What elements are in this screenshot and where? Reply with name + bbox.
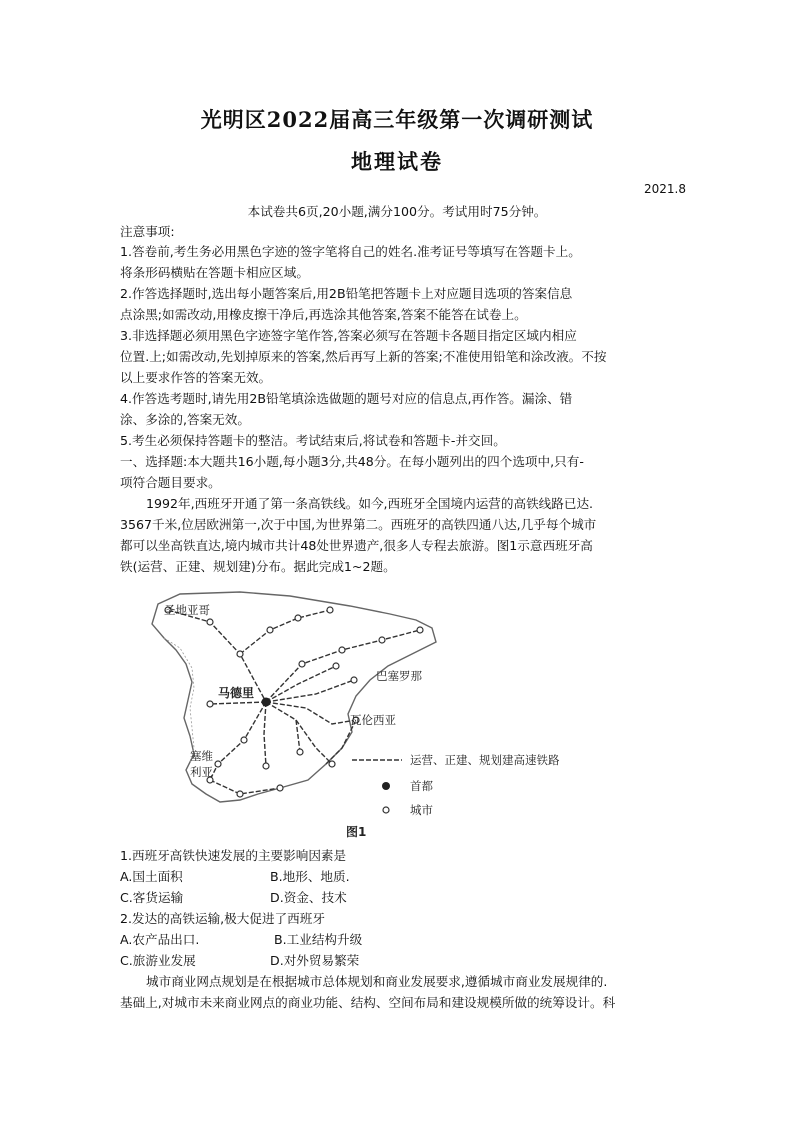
- spain-railway-map: [120, 584, 600, 840]
- q1-option-c: C.客货运输: [120, 890, 184, 905]
- city-marker: [417, 627, 423, 633]
- passage-line: 1992年,西班牙开通了第一条高铁线。如今,西班牙全国境内运营的高铁线路已达.: [146, 496, 594, 511]
- city-marker: [379, 637, 385, 643]
- portugal-border: [164, 638, 194, 764]
- city-marker: [241, 737, 247, 743]
- legend-capital-label: 首都: [410, 779, 433, 793]
- legend-city-label: 城市: [410, 803, 433, 817]
- q1-option-a: A.国土面积: [120, 869, 183, 884]
- passage-line: 城市商业网点规划是在根据城市总体规划和商业发展要求,遵循城市商业发展规律的.: [146, 974, 608, 989]
- rail-line: [240, 610, 330, 654]
- note-line: 将条形码横贴在答题卡相应区域。: [120, 265, 309, 280]
- question-1-stem: 1.西班牙高铁快速发展的主要影响因素是: [120, 848, 347, 863]
- note-line: 3.非选择题必须用黑色字迹签字笔作答,答案必须写在答题卡各题目指定区域内相应: [120, 328, 577, 343]
- note-line: 1.答卷前,考生务必用黑色字迹的签字笔将自己的姓名.准考证号等填写在答题卡上。: [120, 244, 581, 259]
- rail-line: [266, 702, 356, 724]
- city-marker: [263, 763, 269, 769]
- rail-line: [266, 702, 300, 752]
- passage-line: 基础上,对城市未来商业网点的商业功能、结构、空间布局和建设规模所做的统筹设计。科: [120, 995, 616, 1010]
- note-line: 5.考生必须保持答题卡的整洁。考试结束后,将试卷和答题卡-并交回。: [120, 433, 506, 448]
- note-line: 以上要求作答的答案无效。: [120, 370, 272, 385]
- q2-option-a: A.农产品出口.: [120, 932, 200, 947]
- city-marker: [277, 785, 283, 791]
- q1-option-d: D.资金、技术: [270, 890, 347, 905]
- rail-line: [266, 630, 420, 702]
- note-line: 点涂黑;如需改动,用橡皮擦干净后,再选涂其他答案,答案不能答在试卷上。: [120, 307, 527, 322]
- capital-marker: [262, 698, 271, 707]
- city-marker: [297, 749, 303, 755]
- note-line: 位置.上;如需改动,先划掉原来的答案,然后再写上新的答案;不准使用铅笔和涂改液。不按: [120, 349, 607, 364]
- exam-subtitle: 地理试卷: [351, 149, 443, 174]
- exam-title: 光明区2022届高三年级第一次调研测试: [200, 107, 594, 132]
- city-marker: [295, 615, 301, 621]
- q2-option-d: D.对外贸易繁荣: [270, 953, 360, 968]
- legend-city-symbol: [383, 807, 389, 813]
- passage-line: 3567千米,位居欧洲第一,次于中国,为世界第二。西班牙的高铁四通八达,几乎每个城市: [120, 517, 597, 532]
- passage-line: 铁(运营、正建、规划建)分布。据此完成1~2题。: [120, 559, 396, 574]
- q1-option-b: B.地形、地质.: [270, 869, 350, 884]
- label-barcelona: 巴塞罗那: [376, 669, 422, 683]
- label-sevilla-2: 利亚: [190, 765, 213, 779]
- city-marker: [207, 701, 213, 707]
- question-2-stem: 2.发达的高铁运输,极大促进了西班牙: [120, 911, 325, 926]
- rail-line: [210, 702, 266, 704]
- exam-date: 2021.8: [644, 182, 686, 196]
- rail-line: [210, 702, 266, 780]
- note-line: 2.作答选择题时,选出每小题答案后,用2B铅笔把答题卡上对应题目选项的答案信息: [120, 286, 573, 301]
- city-marker: [237, 791, 243, 797]
- q2-option-b: B.工业结构升级: [274, 932, 363, 947]
- city-marker: [267, 627, 273, 633]
- city-marker: [339, 647, 345, 653]
- city-marker: [329, 761, 335, 767]
- city-marker: [333, 663, 339, 669]
- figure-caption: 图1: [346, 825, 367, 839]
- city-marker: [327, 607, 333, 613]
- exam-info: 本试卷共6页,20小题,满分100分。考试用时75分钟。: [247, 204, 547, 219]
- city-marker: [207, 619, 213, 625]
- q2-option-c: C.旅游业发展: [120, 953, 196, 968]
- label-madrid: 马德里: [218, 686, 255, 700]
- city-marker: [237, 651, 243, 657]
- section-instruction: 项符合题目要求。: [120, 475, 221, 490]
- legend-rail-label: 运营、正建、规划建高速铁路: [410, 753, 560, 767]
- rail-line: [296, 720, 332, 764]
- section-instruction: 一、选择题:本大题共16小题,每小题3分,共48分。在每小题列出的四个选项中,只有-: [120, 454, 584, 469]
- note-line: 4.作答选考题时,请先用2B铅笔填涂选做题的题号对应的信息点,再作答。漏涂、错: [120, 391, 573, 406]
- label-santiago: 圣地亚哥: [164, 603, 210, 617]
- city-marker: [299, 661, 305, 667]
- label-valencia: 瓦伦西亚: [350, 713, 396, 727]
- city-marker: [215, 761, 221, 767]
- legend-capital-symbol: [382, 782, 390, 790]
- city-marker: [351, 677, 357, 683]
- notes-heading: 注意事项:: [120, 224, 175, 239]
- rail-line: [264, 702, 266, 766]
- rail-line: [266, 680, 354, 702]
- note-line: 涂、多涂的,答案无效。: [120, 412, 250, 427]
- rail-line: [210, 780, 280, 794]
- passage-line: 都可以坐高铁直达,境内城市共计48处世界遗产,很多人专程去旅游。图1示意西班牙高: [120, 538, 593, 553]
- label-sevilla-1: 塞维: [190, 749, 213, 763]
